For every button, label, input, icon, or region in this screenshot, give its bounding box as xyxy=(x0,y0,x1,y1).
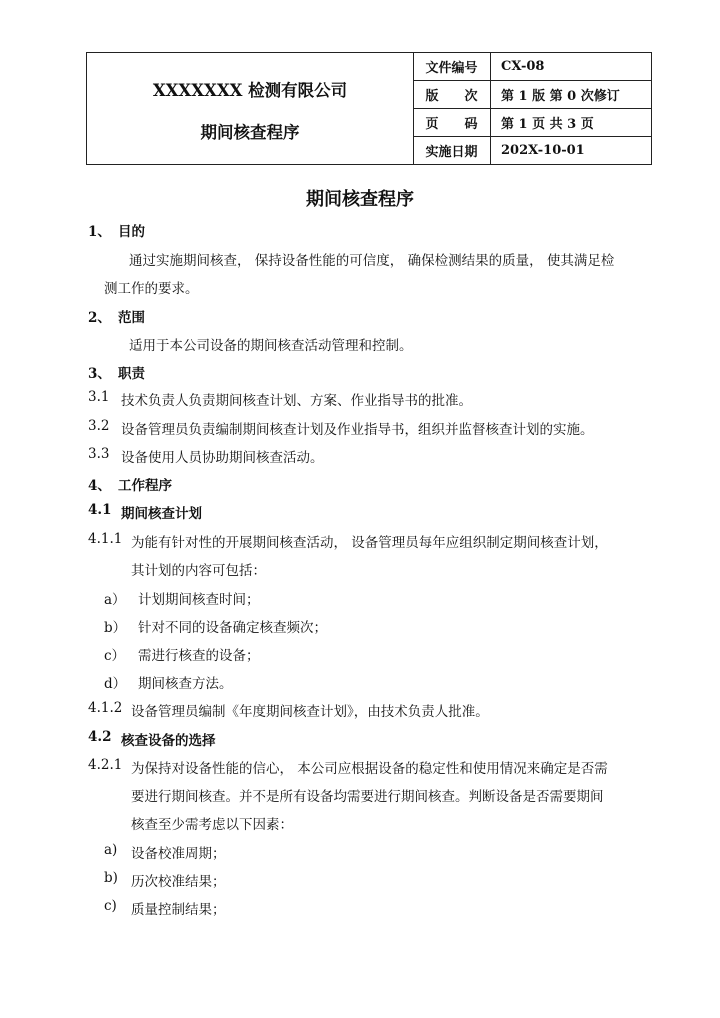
section-title: 范围 xyxy=(118,310,145,326)
list-marker: c） xyxy=(104,648,126,664)
list-marker: a） xyxy=(104,592,126,608)
header-value: 第 1 版 第 0 次修订 xyxy=(501,89,620,104)
list-item: 期间核查方法。 xyxy=(138,676,233,692)
clause-number: 4.1.2 xyxy=(88,700,123,716)
clause-text: 为保持对设备性能的信心， 本公司应根据设备的稳定性和使用情况来确定是否需 xyxy=(131,761,608,777)
list-item: 计划期间核查时间； xyxy=(138,592,260,608)
clause-number: 3.2 xyxy=(88,418,110,434)
list-item: 需进行核查的设备； xyxy=(138,648,260,664)
paragraph-line: 测工作的要求。 xyxy=(104,281,199,297)
clause-number: 3.1 xyxy=(88,389,110,405)
list-item: 针对不同的设备确定核查频次； xyxy=(138,620,327,636)
document-title: 期间核查程序 xyxy=(306,189,414,210)
list-item: 质量控制结果； xyxy=(131,902,226,918)
header-row-file-number xyxy=(413,53,651,81)
section-number: 4、 xyxy=(88,478,111,494)
section-number: 3、 xyxy=(88,366,111,382)
subsection-number: 4.2 xyxy=(88,729,112,745)
clause-text: 设备使用人员协助期间核查活动。 xyxy=(121,450,324,466)
list-marker: d） xyxy=(104,676,127,692)
clause-text: 设备管理员负责编制期间核查计划及作业指导书，组织并监督核查计划的实施。 xyxy=(121,422,594,438)
subsection-title: 核查设备的选择 xyxy=(121,733,216,749)
list-marker: a) xyxy=(104,842,118,858)
list-marker: c) xyxy=(104,898,117,914)
clause-text: 要进行期间核查。并不是所有设备均需要进行期间核查。判断设备是否需要期间 xyxy=(131,789,604,805)
header-label: 文件编号 xyxy=(413,53,491,80)
header-value: CX-08 xyxy=(501,59,545,74)
paragraph-line: 适用于本公司设备的期间核查活动管理和控制。 xyxy=(129,338,413,354)
company-name: XXXXXXX 检测有限公司 xyxy=(152,81,348,100)
clause-text: 技术负责人负责期间核查计划、方案、作业指导书的批准。 xyxy=(121,393,472,409)
subsection-title: 期间核查计划 xyxy=(121,506,202,522)
header-row-effective-date xyxy=(413,137,651,164)
clause-number: 4.1.1 xyxy=(88,531,123,547)
document-header-table xyxy=(86,52,652,165)
clause-text: 核查至少需考虑以下因素： xyxy=(131,817,293,833)
paragraph-line: 通过实施期间核查， 保持设备性能的可信度， 确保检测结果的质量， 使其满足检 xyxy=(129,253,615,269)
section-number: 2、 xyxy=(88,310,111,326)
list-marker: b) xyxy=(104,870,118,886)
header-label: 实施日期 xyxy=(413,137,491,164)
header-left-cell xyxy=(87,53,414,164)
section-title: 目的 xyxy=(118,224,145,240)
clause-text: 为能有针对性的开展期间核查活动， 设备管理员每年应组织制定期间核查计划， xyxy=(131,535,608,551)
clause-text: 设备管理员编制《年度期间核查计划》，由技术负责人批准。 xyxy=(131,704,489,720)
list-marker: b） xyxy=(104,620,127,636)
clause-text: 其计划的内容可包括： xyxy=(131,563,266,579)
list-item: 设备校准周期； xyxy=(131,846,226,862)
header-row-edition xyxy=(413,81,651,109)
section-number: 1、 xyxy=(88,224,111,240)
header-label: 版 次 xyxy=(413,81,491,108)
header-value: 202X-10-01 xyxy=(501,143,585,158)
section-title: 工作程序 xyxy=(118,478,172,494)
subsection-number: 4.1 xyxy=(88,502,112,518)
clause-number: 4.2.1 xyxy=(88,757,123,773)
clause-number: 3.3 xyxy=(88,446,110,462)
header-row-page xyxy=(413,109,651,137)
section-title: 职责 xyxy=(118,366,145,382)
header-title: 期间核查程序 xyxy=(200,123,300,142)
header-label: 页 码 xyxy=(413,109,491,136)
header-value: 第 1 页 共 3 页 xyxy=(501,117,594,132)
list-item: 历次校准结果； xyxy=(131,874,226,890)
